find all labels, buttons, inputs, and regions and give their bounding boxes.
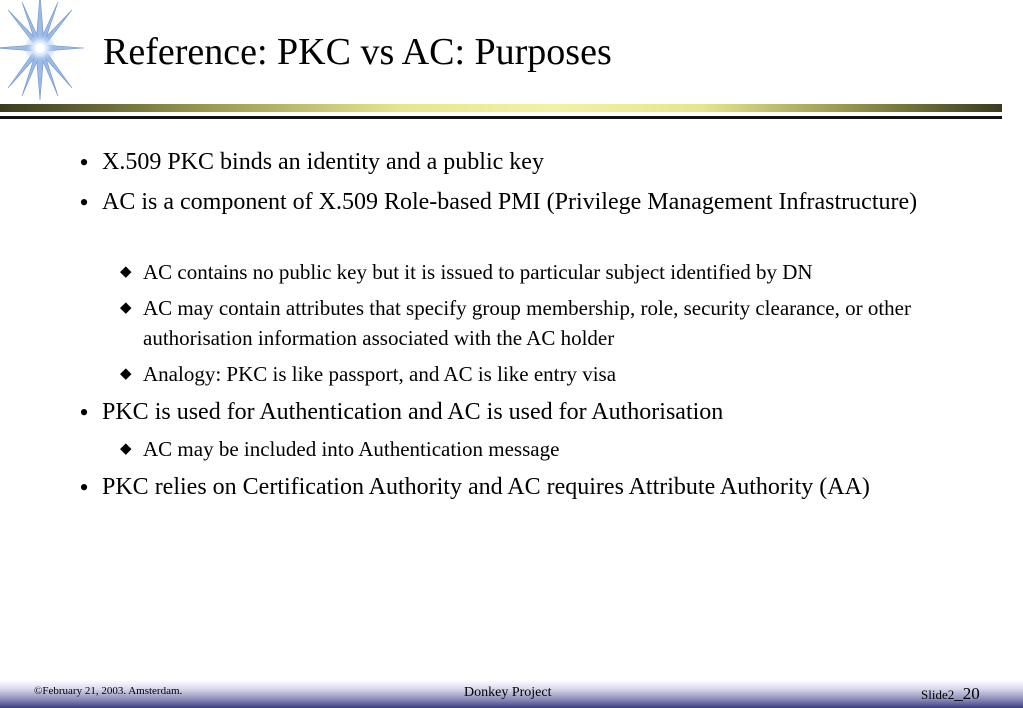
sub-bullet-item [120, 434, 1003, 464]
bullet-text: PKC relies on Certification Authority and AC requires Attribute Authority (AA) [102, 474, 870, 500]
footer-project: Donkey Project [464, 685, 552, 700]
sub-bullet-text: AC may be included into Authentication message [143, 437, 560, 461]
sub-bullet-text: Analogy: PKC is like passport, and AC is like entry visa [143, 362, 617, 386]
bullet-dot-icon: • [79, 398, 89, 427]
bullet-item [79, 396, 1002, 429]
slide-number [921, 684, 980, 704]
sub-bullet-item [120, 257, 1003, 287]
slide-number-value: _20 [954, 684, 980, 703]
footer-date: ©February 21, 2003. Amsterdam. [34, 685, 183, 697]
sub-bullet-text: AC contains no public key but it is issued to particular subject identified by DN [143, 260, 813, 284]
sub-bullet-item [120, 293, 1003, 353]
bullet-dot-icon: • [79, 473, 89, 502]
slide-label: Slide2 [921, 687, 955, 702]
bullet-text: AC is a component of X.509 Role-based PMI (Privilege Management Infrastructure) [102, 189, 918, 215]
bullet-text: X.509 PKC binds an identity and a public key [102, 149, 544, 175]
diamond-bullet-icon: ◆ [120, 300, 132, 316]
bullet-dot-icon: • [79, 148, 89, 177]
bullet-item [79, 186, 1002, 219]
bullet-dot-icon: • [79, 188, 89, 217]
diamond-bullet-icon: ◆ [120, 441, 132, 457]
diamond-bullet-icon: ◆ [120, 264, 132, 280]
sub-bullet-text: AC may contain attributes that specify group membership, role, security clearance, or other authorisation information associated with the AC holder [143, 296, 911, 350]
slide-title: Reference: PKC vs AC: Purposes [103, 31, 612, 73]
bullet-item [79, 146, 1002, 179]
sub-bullet-item [120, 359, 1003, 389]
diamond-bullet-icon: ◆ [120, 366, 132, 382]
bullet-text: PKC is used for Authentication and AC is used for Authorisation [102, 399, 724, 425]
bullet-item [79, 471, 1002, 504]
